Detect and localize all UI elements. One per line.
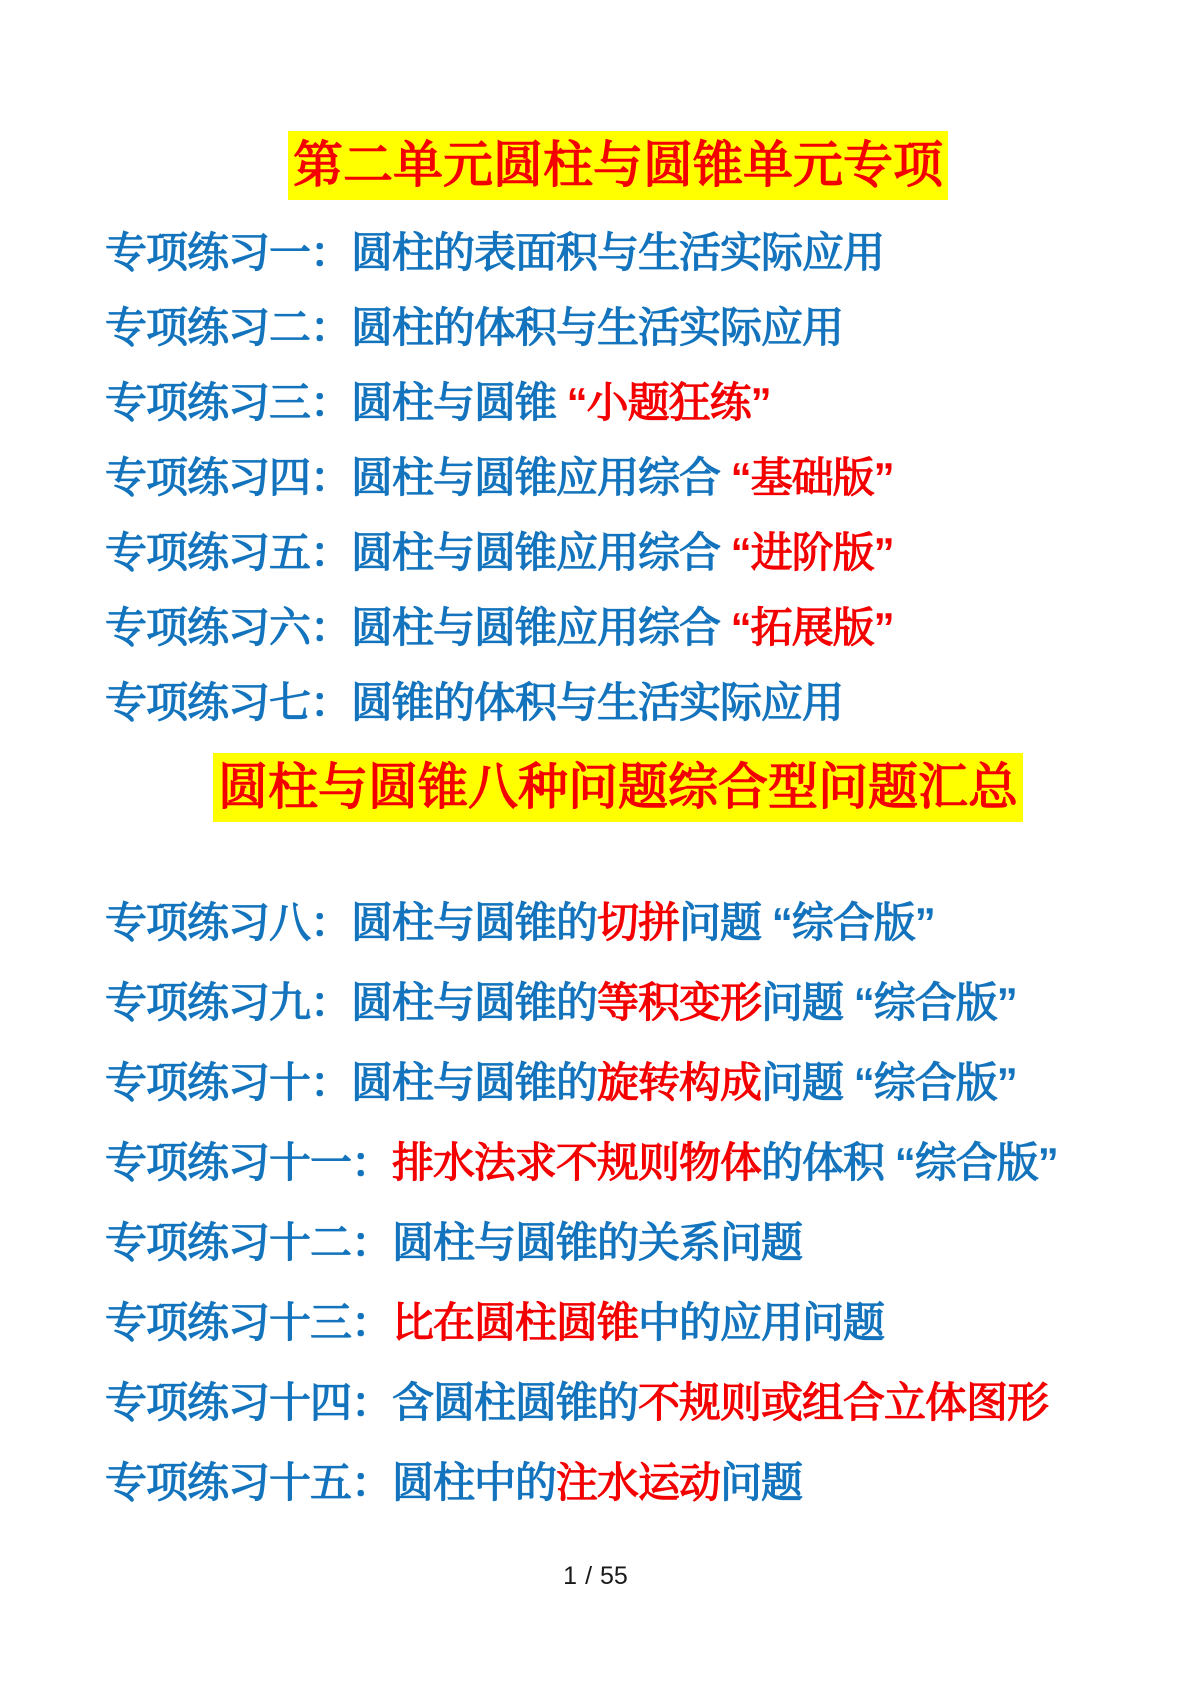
toc-item-segment: 注水运动 [556, 1459, 721, 1506]
toc-item-segment: 专项练习七：圆锥的体积与生活实际应用 [105, 679, 844, 726]
toc-item-segment: 专项练习九：圆柱与圆锥的 [105, 979, 598, 1026]
toc-item [105, 1378, 1131, 1428]
section1-title: 第二单元圆柱与圆锥单元专项 [288, 131, 948, 200]
toc-item-segment: 专项练习五：圆柱与圆锥应用综合 [105, 529, 721, 576]
section2-title: 圆柱与圆锥八种问题综合型问题汇总 [213, 753, 1023, 822]
toc-item-segment: 中的应用问题 [638, 1299, 885, 1346]
toc-item [105, 603, 1131, 653]
toc-item-segment: 旋转构成 [597, 1059, 762, 1106]
toc-item [105, 453, 1131, 503]
toc-item-segment: 问题 “综合版” [761, 979, 1017, 1026]
toc-item-segment: 问题 [720, 1459, 803, 1506]
section1-title-row [105, 131, 1131, 200]
toc-item-segment: 专项练习四：圆柱与圆锥应用综合 [105, 454, 721, 501]
toc-item-segment: 专项练习一：圆柱的表面积与生活实际应用 [105, 229, 885, 276]
toc-item-segment: 专项练习十五：圆柱中的 [105, 1459, 557, 1506]
toc-item-segment: “小题狂练” [556, 379, 771, 426]
toc-item [105, 528, 1131, 578]
toc-item-segment: 等积变形 [597, 979, 762, 1026]
toc-item [105, 978, 1131, 1028]
toc-item [105, 1298, 1131, 1348]
toc-item [105, 228, 1131, 278]
section2-title-row [105, 753, 1131, 822]
section1-toc-list [105, 228, 1131, 728]
toc-item-segment: 问题 “综合版” [761, 1059, 1017, 1106]
toc-item-segment: 专项练习八：圆柱与圆锥的 [105, 899, 598, 946]
toc-item [105, 378, 1131, 428]
toc-item [105, 678, 1131, 728]
toc-item-segment: 排水法求不规则物体 [392, 1139, 762, 1186]
total-pages: 55 [600, 1562, 628, 1590]
toc-item-segment: 比在圆柱圆锥 [392, 1299, 639, 1346]
toc-item-segment: 专项练习六：圆柱与圆锥应用综合 [105, 604, 721, 651]
page-number-separator: / [585, 1562, 593, 1590]
toc-item-segment: “进阶版” [720, 529, 894, 576]
toc-item-segment: 专项练习十一： [105, 1139, 393, 1186]
toc-item [105, 1218, 1131, 1268]
toc-item [105, 1058, 1131, 1108]
toc-item-segment: 切拼 [597, 899, 680, 946]
toc-item-segment: 的体积 “综合版” [761, 1139, 1058, 1186]
toc-item-segment: “基础版” [720, 454, 894, 501]
toc-item-segment: 不规则或组合立体图形 [638, 1379, 1049, 1426]
toc-item-segment: 专项练习十：圆柱与圆锥的 [105, 1059, 598, 1106]
toc-item-segment: 专项练习二：圆柱的体积与生活实际应用 [105, 304, 844, 351]
page-footer [0, 1562, 1191, 1591]
toc-item-segment: 专项练习十四：含圆柱圆锥的 [105, 1379, 639, 1426]
toc-item [105, 898, 1131, 948]
page-number: 1 [563, 1562, 578, 1590]
toc-item-segment: 专项练习三：圆柱与圆锥 [105, 379, 557, 426]
section2-toc-list [105, 898, 1131, 1508]
toc-item-segment: 专项练习十二：圆柱与圆锥的关系问题 [105, 1219, 803, 1266]
toc-item-segment: 专项练习十三： [105, 1299, 393, 1346]
toc-item-segment: “拓展版” [720, 604, 894, 651]
toc-item [105, 1138, 1131, 1188]
toc-item [105, 303, 1131, 353]
toc-item [105, 1458, 1131, 1508]
toc-item-segment: 问题 “综合版” [679, 899, 935, 946]
